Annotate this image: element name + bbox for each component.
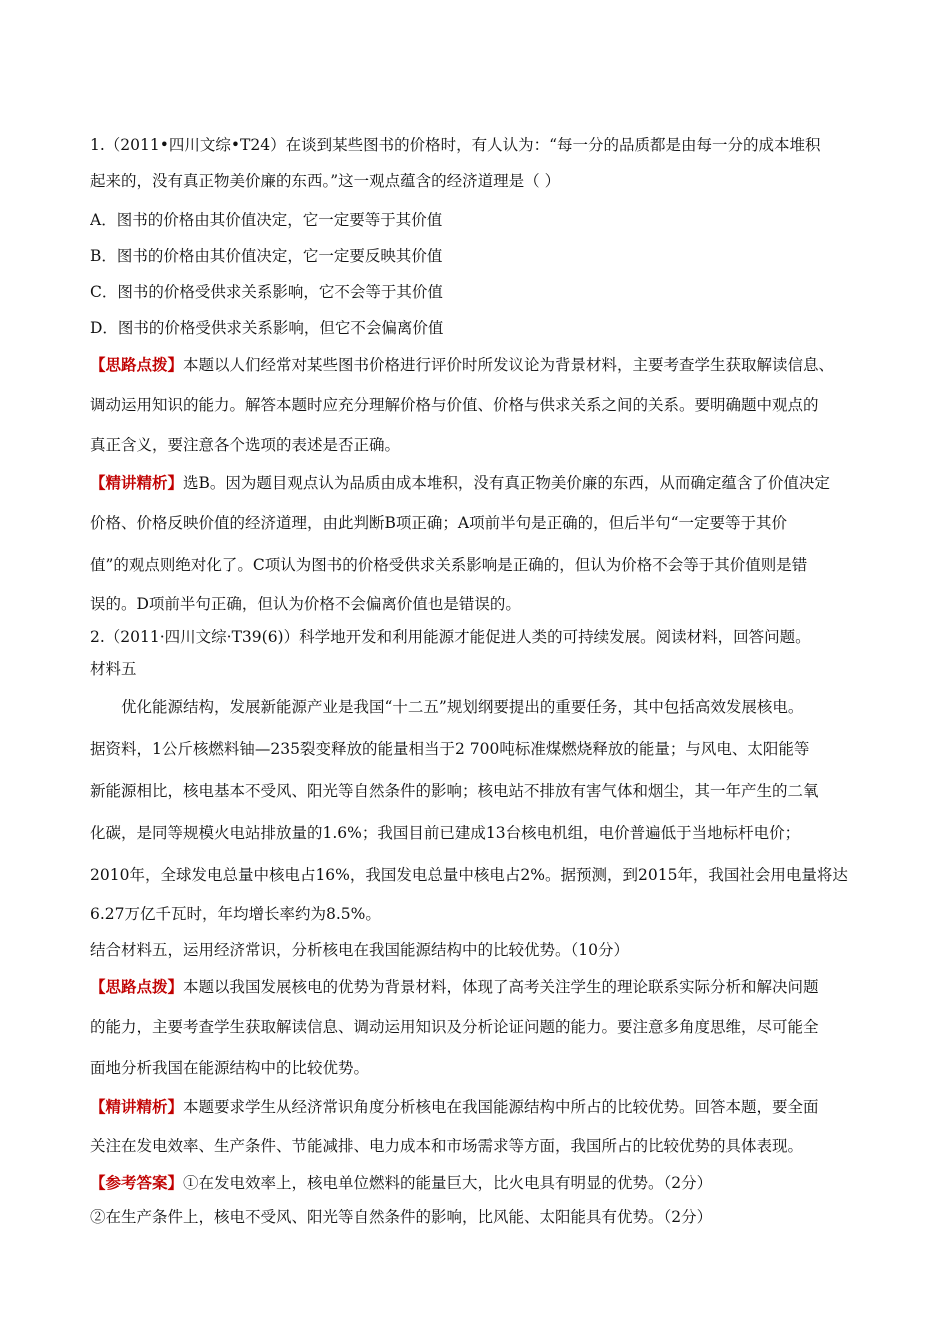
q1-option-b: B．图书的价格由其价值决定，它一定要反映其价值 bbox=[90, 247, 443, 265]
q1-option-c: C．图书的价格受供求关系影响，它不会等于其价值 bbox=[90, 283, 443, 301]
q2-material-line-4: 化碳，是同等规模火电站排放量的1.6%；我国目前已建成13台核电机组，电价普遍低于当地标杆电价； bbox=[90, 824, 801, 842]
q1-analysis-text-1: 选B。因为题目观点认为品质由成本堆积，没有真正物美价廉的东西，从而确定蕴含了价值决定 bbox=[183, 474, 830, 492]
q2-material-line-2: 据资料，1公斤核燃料铀—235裂变释放的能量相当于2 700吨标准煤燃烧释放的能量；与风电、太阳能等 bbox=[90, 740, 810, 758]
q2-answer-line-2: ②在生产条件上，核电不受风、阳光等自然条件的影响，比风能、太阳能具有优势。（2分） bbox=[90, 1208, 713, 1226]
q2-material-line-3: 新能源相比，核电基本不受风、阳光等自然条件的影响；核电站不排放有害气体和烟尘，其一年产生的二氧 bbox=[90, 782, 819, 800]
q2-analysis-line-1 bbox=[90, 1088, 870, 1126]
q1-hint-line-2: 调动运用知识的能力。解答本题时应充分理解价格与价值、价格与供求关系之间的关系。要明确题中观点的 bbox=[90, 396, 819, 414]
q1-hint-line-1 bbox=[90, 346, 870, 384]
q1-analysis-line-3: 值”的观点则绝对化了。C项认为图书的价格受供求关系影响是正确的，但认为价格不会等于其价值则是错 bbox=[90, 556, 808, 574]
q2-hint-text-1: 本题以我国发展核电的优势为背景材料，体现了高考关注学生的理论联系实际分析和解决问题 bbox=[183, 978, 819, 996]
q1-hint-line-3: 真正含义，要注意各个选项的表述是否正确。 bbox=[90, 436, 401, 454]
q1-stem-line-2: 起来的，没有真正物美价廉的东西。”这一观点蕴含的经济道理是（ ） bbox=[90, 172, 561, 190]
q1-analysis-line-4: 误的。D项前半句正确，但认为价格不会偏离价值也是错误的。 bbox=[90, 595, 521, 613]
q2-answer-tag: 【参考答案】 bbox=[90, 1173, 184, 1192]
q2-hint-line-3: 面地分析我国在能源结构中的比较优势。 bbox=[90, 1059, 370, 1077]
q1-option-d: D．图书的价格受供求关系影响，但它不会偏离价值 bbox=[90, 319, 444, 337]
q2-hint-line-1 bbox=[90, 968, 870, 1006]
q2-analysis-text-1: 本题要求学生从经济常识角度分析核电在我国能源结构中所占的比较优势。回答本题，要全面 bbox=[183, 1098, 819, 1116]
q1-stem-line-1: 1.（2011•四川文综•T24）在谈到某些图书的价格时，有人认为：“每一分的品质都是由每一分的成本堆积 bbox=[90, 136, 821, 154]
q2-answer-line-1 bbox=[90, 1166, 870, 1200]
q2-material-title: 材料五 bbox=[90, 660, 137, 678]
q2-question: 结合材料五，运用经济常识，分析核电在我国能源结构中的比较优势。（10分） bbox=[90, 941, 629, 959]
q1-analysis-line-1 bbox=[90, 464, 870, 502]
q2-material-line-1: 优化能源结构，发展新能源产业是我国“十二五”规划纲要提出的重要任务，其中包括高效发展核电。 bbox=[121, 698, 804, 716]
q2-hint-tag: 【思路点拨】 bbox=[90, 977, 184, 996]
q2-material-line-6: 6.27万亿千瓦时，年均增长率约为8.5%。 bbox=[90, 905, 381, 923]
q1-analysis-line-2: 价格、价格反映价值的经济道理，由此判断B项正确；A项前半句是正确的，但后半句“一定要等于其价 bbox=[90, 514, 788, 532]
q2-analysis-line-2: 关注在发电效率、生产条件、节能减排、电力成本和市场需求等方面，我国所占的比较优势的具体表现。 bbox=[90, 1137, 804, 1155]
q2-stem: 2.（2011·四川文综·T39(6)）科学地开发和利用能源才能促进人类的可持续发展。阅读材料，回答问题。 bbox=[90, 628, 811, 646]
q1-hint-text-1: 本题以人们经常对某些图书价格进行评价时所发议论为背景材料，主要考查学生获取解读信息、 bbox=[183, 356, 835, 374]
q1-hint-tag: 【思路点拨】 bbox=[90, 355, 184, 374]
q1-option-a: A．图书的价格由其价值决定，它一定要等于其价值 bbox=[90, 211, 443, 229]
q2-answer-text-1: ①在发电效率上，核电单位燃料的能量巨大，比火电具有明显的优势。（2分） bbox=[183, 1174, 713, 1192]
q2-material-line-5: 2010年，全球发电总量中核电占16%，我国发电总量中核电占2%。据预测，到2015年，我国社会用电量将达 bbox=[90, 866, 848, 884]
q1-analysis-tag: 【精讲精析】 bbox=[90, 473, 184, 492]
q2-analysis-tag: 【精讲精析】 bbox=[90, 1097, 184, 1116]
q2-hint-line-2: 的能力，主要考查学生获取解读信息、调动运用知识及分析论证问题的能力。要注意多角度思维，尽可能全 bbox=[90, 1018, 819, 1036]
document-page bbox=[90, 130, 870, 1234]
